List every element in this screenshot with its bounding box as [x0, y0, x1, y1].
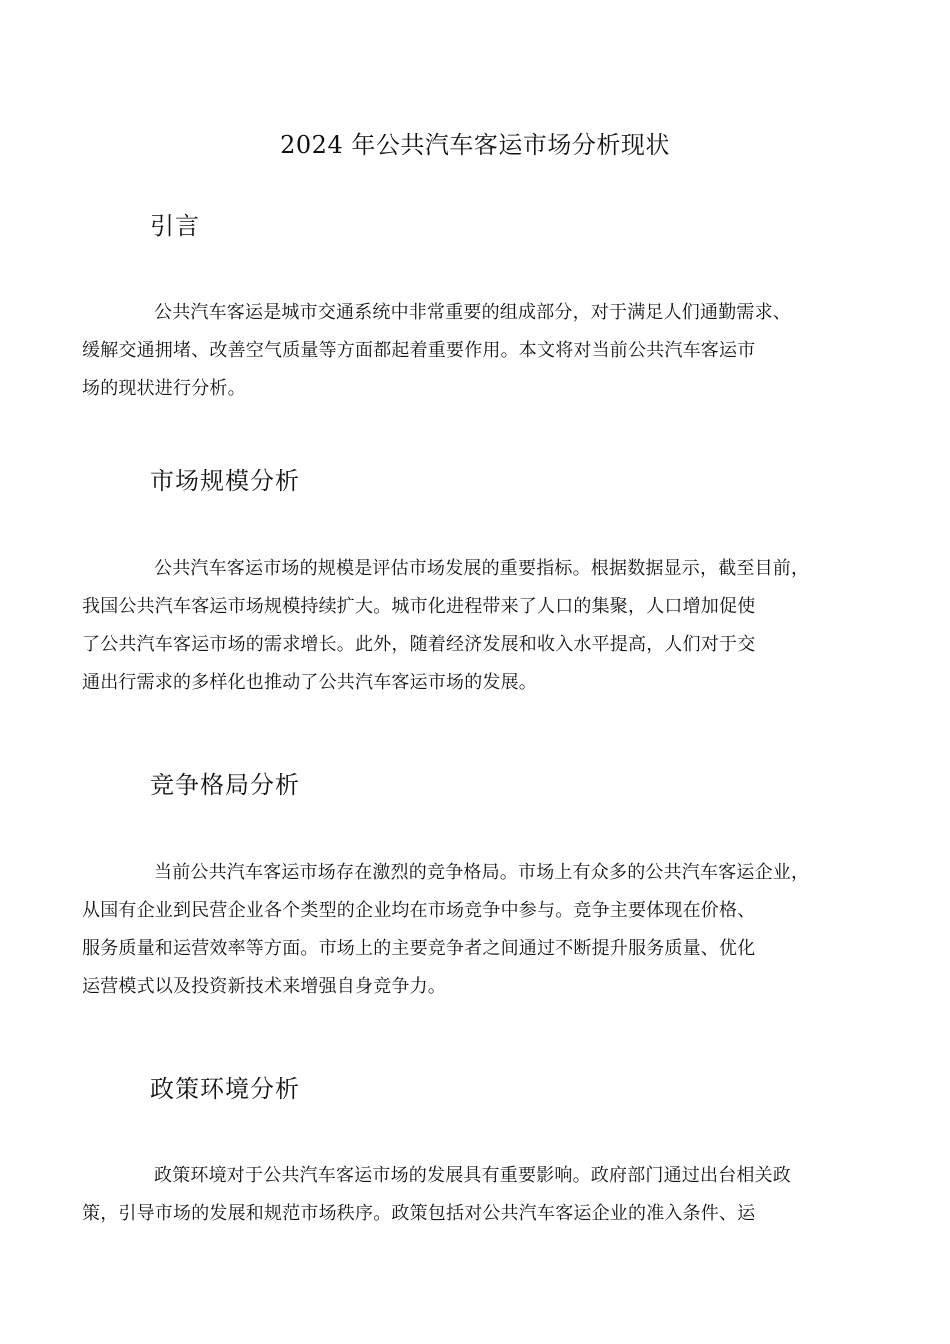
paragraph-line: 场的现状进行分析。 [82, 378, 246, 399]
paragraph-line: 服务质量和运营效率等方面。市场上的主要竞争者之间通过不断提升服务质量、优化 [82, 938, 756, 959]
section-paragraph-intro [82, 294, 838, 408]
section-paragraph-market-size [82, 550, 838, 702]
document-title: 2024 年公共汽车客运市场分析现状 [280, 131, 670, 159]
paragraph-line: 了公共汽车客运市场的需求增长。此外，随着经济发展和收入水平提高，人们对于交 [82, 634, 756, 655]
paragraph-line: 当前公共汽车客运市场存在激烈的竞争格局。市场上有众多的公共汽车客运企业， [154, 862, 810, 883]
paragraph-line: 我国公共汽车客运市场规模持续扩大。城市化进程带来了人口的集聚，人口增加促使 [82, 596, 756, 617]
paragraph-line: 运营模式以及投资新技术来增强自身竞争力。 [82, 976, 446, 997]
paragraph-line: 缓解交通拥堵、改善空气质量等方面都起着重要作用。本文将对当前公共汽车客运市 [82, 340, 756, 361]
paragraph-line: 策，引导市场的发展和规范市场秩序。政策包括对公共汽车客运企业的准入条件、运 [82, 1203, 756, 1224]
section-heading-intro: 引言 [150, 212, 200, 240]
section-heading-market-size: 市场规模分析 [150, 467, 300, 495]
paragraph-line: 政策环境对于公共汽车客运市场的发展具有重要影响。政府部门通过出台相关政 [154, 1165, 791, 1186]
section-heading-competition: 竞争格局分析 [150, 771, 300, 799]
section-paragraph-policy [82, 1157, 838, 1233]
paragraph-line: 公共汽车客运是城市交通系统中非常重要的组成部分，对于满足人们通勤需求、 [154, 302, 791, 323]
section-heading-policy: 政策环境分析 [150, 1075, 300, 1103]
paragraph-line: 公共汽车客运市场的规模是评估市场发展的重要指标。根据数据显示，截至目前， [154, 558, 810, 579]
paragraph-line: 通出行需求的多样化也推动了公共汽车客运市场的发展。 [82, 672, 537, 693]
paragraph-line: 从国有企业到民营企业各个类型的企业均在市场竞争中参与。竞争主要体现在价格、 [82, 900, 756, 921]
section-paragraph-competition [82, 854, 838, 1006]
